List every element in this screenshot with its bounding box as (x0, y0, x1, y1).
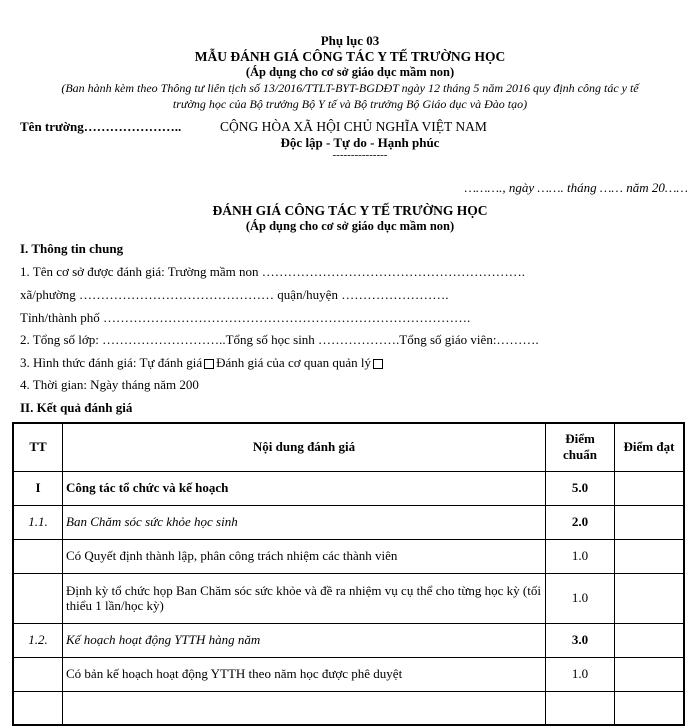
row-number (13, 573, 63, 623)
row-standard-score: 1.0 (546, 573, 615, 623)
row-achieved-score[interactable] (615, 573, 685, 623)
row-achieved-score[interactable] (615, 691, 685, 725)
row-content: Công tác tổ chức và kế hoạch (63, 471, 546, 505)
evaluation-table (12, 422, 685, 726)
authority-evaluation-label: Đánh giá của cơ quan quản lý (216, 355, 371, 370)
info-ward-district: xã/phường ……………………………………… quận/huyện ……………………. (20, 287, 449, 302)
table-header-row (13, 423, 684, 471)
row-number: I (13, 471, 63, 505)
row-achieved-score[interactable] (615, 623, 685, 657)
header-content: Nội dung đánh giá (63, 423, 546, 471)
table-row (13, 691, 684, 725)
row-content (63, 691, 546, 725)
table-row (13, 623, 684, 657)
republic-heading: CỘNG HÒA XÃ HỘI CHỦ NGHĨA VIỆT NAM (220, 119, 487, 134)
authority-evaluation-checkbox[interactable] (373, 359, 383, 369)
form-subtitle: (Áp dụng cho cơ sở giáo dục mầm non) (245, 219, 455, 233)
self-evaluation-label: 3. Hình thức đánh giá: Tự đánh giá (20, 355, 203, 370)
info-time: 4. Thời gian: Ngày tháng năm 200 (20, 377, 199, 392)
table-row (13, 471, 684, 505)
row-standard-score: 2.0 (546, 505, 615, 539)
row-content: Ban Chăm sóc sức khỏe học sinh (63, 505, 546, 539)
header-tt: TT (13, 423, 63, 471)
issued-note-line1: (Ban hành kèm theo Thông tư liên tịch số 13/2016/TTLT-BYT-BGDĐT ngày 12 tháng 5 năm 2016 quy định công tác y tế (61, 81, 639, 95)
row-standard-score: 1.0 (546, 539, 615, 573)
table-row (13, 539, 684, 573)
school-name-field: Tên trường………………….. (20, 119, 182, 134)
row-standard-score: 3.0 (546, 623, 615, 657)
table-row (13, 657, 684, 691)
section-results-title: II. Kết quả đánh giá (20, 400, 133, 415)
row-achieved-score[interactable] (615, 505, 685, 539)
info-province: Tỉnh/thành phố …………………………………………………………………………. (20, 310, 471, 325)
row-content: Kế hoạch hoạt động YTTH hàng năm (63, 623, 546, 657)
row-achieved-score[interactable] (615, 657, 685, 691)
self-evaluation-checkbox[interactable] (204, 359, 214, 369)
header-standard-score: Điểm chuẩn (546, 423, 615, 471)
row-achieved-score[interactable] (615, 471, 685, 505)
table-row (13, 505, 684, 539)
row-number (13, 691, 63, 725)
table-row (13, 573, 684, 623)
document-title: MẪU ĐÁNH GIÁ CÔNG TÁC Y TẾ TRƯỜNG HỌC (194, 49, 506, 64)
row-number (13, 657, 63, 691)
motto: Độc lập - Tự do - Hạnh phúc (280, 135, 440, 150)
date-line: ………., ngày ……. tháng …… năm 20…… (464, 180, 688, 195)
row-standard-score: 1.0 (546, 657, 615, 691)
row-standard-score (546, 691, 615, 725)
issued-note-line2: trường học của Bộ trưởng Bộ Y tế và Bộ trưởng Bộ Giáo dục và Đào tạo) (172, 97, 528, 111)
section-general-info-title: I. Thông tin chung (20, 241, 124, 256)
row-number: 1.1. (13, 505, 63, 539)
form-title: ĐÁNH GIÁ CÔNG TÁC Y TẾ TRƯỜNG HỌC (212, 203, 488, 218)
row-content: Định kỳ tổ chức họp Ban Chăm sóc sức khỏe và đề ra nhiệm vụ cụ thể cho từng học kỳ (tối thiểu 1 lần/học kỳ) (63, 573, 546, 623)
motto-rule: --------------- (332, 149, 388, 161)
row-achieved-score[interactable] (615, 539, 685, 573)
row-content: Có bản kế hoạch hoạt động YTTH theo năm học được phê duyệt (63, 657, 546, 691)
info-evaluation-type (20, 355, 385, 371)
row-number (13, 539, 63, 573)
row-content: Có Quyết định thành lập, phân công trách nhiệm các thành viên (63, 539, 546, 573)
header-achieved-score: Điểm đạt (615, 423, 685, 471)
row-number: 1.2. (13, 623, 63, 657)
appendix-label: Phụ lục 03 (320, 33, 380, 48)
info-facility-name: 1. Tên cơ sở được đánh giá: Trường mầm non ……………………………………………………. (20, 264, 526, 279)
row-standard-score: 5.0 (546, 471, 615, 505)
document-subtitle: (Áp dụng cho cơ sở giáo dục mầm non) (245, 65, 455, 79)
info-counts: 2. Tổng số lớp: ………………………..Tổng số học sinh ……………….Tổng số giáo viên:………. (20, 332, 539, 347)
